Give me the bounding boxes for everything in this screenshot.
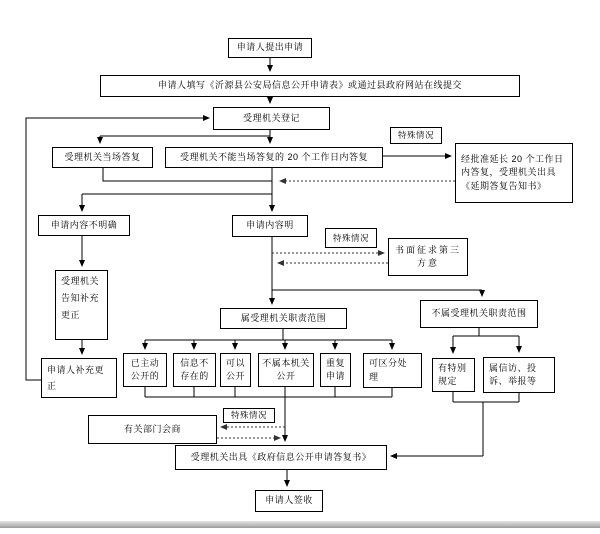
node-special-case-mid: 特殊情况 [325,228,377,248]
window-bottom-edge [0,521,600,528]
node-info-not-exist: 信息不存在的 [173,353,216,387]
edge-onspot-merge [103,168,272,181]
node-issue-reply: 受理机关出具《政府信息公开申请答复书》 [175,445,387,470]
node-submit: 申请人提出申请 [228,38,312,58]
node-fill-form: 申请人填写《沂源县公安局信息公开申请表》或通过县政府网站在线提交 [100,75,520,97]
node-special-case-bottom: 特殊情况 [223,408,275,423]
node-not-within-scope: 不属受理机关职责范围 [420,300,538,328]
node-already-public: 已主动公开的 [123,353,167,387]
node-onspot-reply: 受理机关当场答复 [52,147,153,168]
edge-notscope-split [453,328,519,336]
node-third-party: 书面征求第三方意 [388,238,468,276]
node-inform-supplement: 受理机关告知补充更正 [55,270,108,340]
node-can-public: 可以公开 [220,353,251,387]
node-separable: 可区分处理 [363,353,422,388]
edge-register-split [100,130,270,136]
node-special-case-top: 特殊情况 [390,127,442,144]
node-not-this-organ: 不属本机关公开 [258,353,314,387]
node-extend-reply: 经批准延长 20 个工作日内答复，受理机关出具《延期答复告知书》 [455,143,573,203]
edge-six-collector [145,387,392,397]
node-consult: 有关部门会商 [88,415,217,444]
node-sign-receive: 申请人签收 [255,490,323,512]
node-special-rule: 有特别规定 [432,358,475,392]
node-within-scope: 属受理机关职责范围 [220,308,347,329]
node-applicant-supplement: 申请人补充更正 [41,358,117,398]
node-petition: 属信访、投诉、举报等 [483,357,555,393]
node-content-clear: 申请内容明 [232,215,308,237]
node-content-unclear: 申请内容不明确 [38,215,130,236]
node-within20-reply: 受理机关不能当场答复的 20 个工作日内答复 [165,147,383,168]
node-repeat-apply: 重复申请 [320,353,351,387]
node-register: 受理机关登记 [213,107,330,130]
edge-scope-distribution [145,329,392,340]
edge-right-collector [453,392,519,456]
